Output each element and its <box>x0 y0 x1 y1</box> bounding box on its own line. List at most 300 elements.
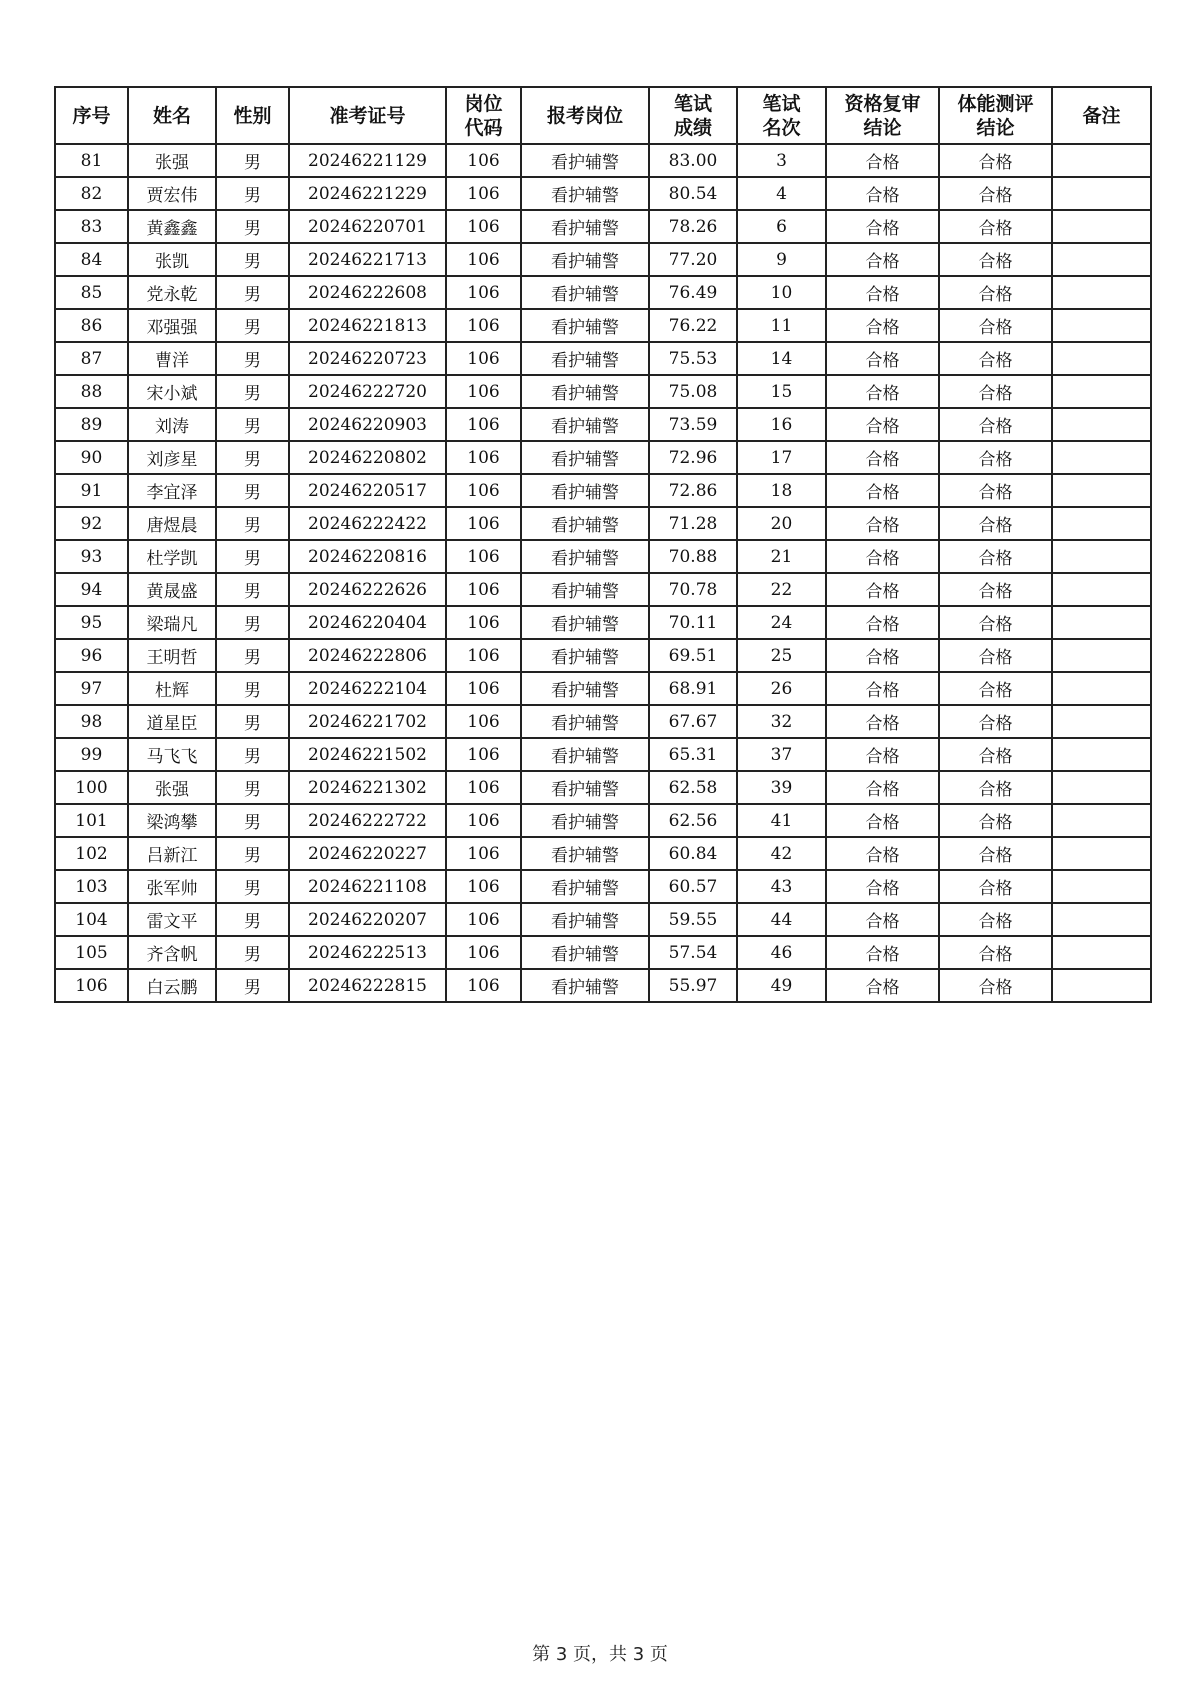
cell-remarks <box>1052 408 1151 441</box>
cell-seq: 86 <box>55 309 128 342</box>
table-row <box>55 408 1151 441</box>
cell-post: 看护辅警 <box>521 903 649 936</box>
cell-remarks <box>1052 507 1151 540</box>
cell-name: 张强 <box>128 771 216 804</box>
cell-rank: 9 <box>737 243 826 276</box>
table-row <box>55 870 1151 903</box>
cell-name: 梁鸿攀 <box>128 804 216 837</box>
cell-post: 看护辅警 <box>521 639 649 672</box>
cell-remarks <box>1052 837 1151 870</box>
cell-fitness-test: 合格 <box>939 540 1052 573</box>
cell-post: 看护辅警 <box>521 969 649 1002</box>
cell-fitness-test: 合格 <box>939 276 1052 309</box>
cell-gender: 男 <box>216 804 289 837</box>
cell-post-code: 106 <box>446 903 521 936</box>
table-row <box>55 276 1151 309</box>
cell-post: 看护辅警 <box>521 474 649 507</box>
cell-fitness-test: 合格 <box>939 309 1052 342</box>
cell-gender: 男 <box>216 441 289 474</box>
cell-fitness-test: 合格 <box>939 738 1052 771</box>
cell-exam-id: 20246222806 <box>289 639 446 672</box>
cell-fitness-test: 合格 <box>939 474 1052 507</box>
cell-post-code: 106 <box>446 375 521 408</box>
cell-seq: 87 <box>55 342 128 375</box>
cell-post-code: 106 <box>446 936 521 969</box>
table-row <box>55 210 1151 243</box>
cell-remarks <box>1052 738 1151 771</box>
table-row <box>55 144 1151 177</box>
cell-post-code: 106 <box>446 705 521 738</box>
cell-gender: 男 <box>216 639 289 672</box>
cell-name: 宋小斌 <box>128 375 216 408</box>
cell-seq: 94 <box>55 573 128 606</box>
cell-post-code: 106 <box>446 804 521 837</box>
cell-post-code: 106 <box>446 210 521 243</box>
cell-name: 雷文平 <box>128 903 216 936</box>
cell-seq: 99 <box>55 738 128 771</box>
cell-exam-id: 20246222422 <box>289 507 446 540</box>
table-header-row <box>55 87 1151 144</box>
cell-post: 看护辅警 <box>521 870 649 903</box>
table-row <box>55 771 1151 804</box>
cell-rank: 46 <box>737 936 826 969</box>
cell-rank: 42 <box>737 837 826 870</box>
cell-score: 77.20 <box>649 243 737 276</box>
cell-score: 68.91 <box>649 672 737 705</box>
table-row <box>55 903 1151 936</box>
cell-rank: 43 <box>737 870 826 903</box>
cell-name: 张凯 <box>128 243 216 276</box>
cell-seq: 92 <box>55 507 128 540</box>
cell-seq: 97 <box>55 672 128 705</box>
cell-rank: 25 <box>737 639 826 672</box>
cell-qualification-review: 合格 <box>826 441 939 474</box>
cell-remarks <box>1052 243 1151 276</box>
cell-seq: 93 <box>55 540 128 573</box>
cell-exam-id: 20246220903 <box>289 408 446 441</box>
cell-post-code: 106 <box>446 309 521 342</box>
table-row <box>55 441 1151 474</box>
cell-remarks <box>1052 375 1151 408</box>
table-row <box>55 177 1151 210</box>
page-number: 第 3 页，共 3 页 <box>532 1644 668 1665</box>
cell-name: 白云鹏 <box>128 969 216 1002</box>
cell-post: 看护辅警 <box>521 144 649 177</box>
results-sheet <box>54 86 1150 1003</box>
cell-post-code: 106 <box>446 573 521 606</box>
cell-exam-id: 20246220723 <box>289 342 446 375</box>
cell-post: 看护辅警 <box>521 276 649 309</box>
cell-qualification-review: 合格 <box>826 672 939 705</box>
cell-score: 55.97 <box>649 969 737 1002</box>
cell-post: 看护辅警 <box>521 210 649 243</box>
cell-post-code: 106 <box>446 408 521 441</box>
cell-seq: 102 <box>55 837 128 870</box>
cell-seq: 89 <box>55 408 128 441</box>
cell-seq: 98 <box>55 705 128 738</box>
cell-qualification-review: 合格 <box>826 243 939 276</box>
cell-qualification-review: 合格 <box>826 771 939 804</box>
cell-remarks <box>1052 639 1151 672</box>
cell-qualification-review: 合格 <box>826 936 939 969</box>
cell-name: 道星臣 <box>128 705 216 738</box>
cell-name: 刘彦星 <box>128 441 216 474</box>
cell-qualification-review: 合格 <box>826 738 939 771</box>
cell-gender: 男 <box>216 672 289 705</box>
cell-qualification-review: 合格 <box>826 375 939 408</box>
table-row <box>55 309 1151 342</box>
cell-fitness-test: 合格 <box>939 210 1052 243</box>
cell-score: 70.11 <box>649 606 737 639</box>
cell-post: 看护辅警 <box>521 177 649 210</box>
cell-score: 73.59 <box>649 408 737 441</box>
cell-remarks <box>1052 969 1151 1002</box>
cell-post: 看护辅警 <box>521 771 649 804</box>
cell-score: 76.49 <box>649 276 737 309</box>
cell-remarks <box>1052 804 1151 837</box>
header-exam-id: 准考证号 <box>289 87 446 144</box>
table-row <box>55 243 1151 276</box>
header-fitness-test: 体能测评 结论 <box>939 87 1052 144</box>
cell-remarks <box>1052 309 1151 342</box>
cell-remarks <box>1052 771 1151 804</box>
table-row <box>55 474 1151 507</box>
cell-rank: 20 <box>737 507 826 540</box>
cell-score: 76.22 <box>649 309 737 342</box>
cell-score: 60.57 <box>649 870 737 903</box>
cell-qualification-review: 合格 <box>826 903 939 936</box>
cell-post-code: 106 <box>446 738 521 771</box>
cell-exam-id: 20246220404 <box>289 606 446 639</box>
cell-qualification-review: 合格 <box>826 276 939 309</box>
header-seq: 序号 <box>55 87 128 144</box>
cell-qualification-review: 合格 <box>826 969 939 1002</box>
cell-seq: 88 <box>55 375 128 408</box>
cell-remarks <box>1052 573 1151 606</box>
cell-gender: 男 <box>216 408 289 441</box>
cell-rank: 22 <box>737 573 826 606</box>
cell-remarks <box>1052 540 1151 573</box>
cell-gender: 男 <box>216 738 289 771</box>
cell-remarks <box>1052 936 1151 969</box>
cell-name: 吕新江 <box>128 837 216 870</box>
cell-name: 黄晟盛 <box>128 573 216 606</box>
cell-fitness-test: 合格 <box>939 375 1052 408</box>
cell-fitness-test: 合格 <box>939 705 1052 738</box>
cell-gender: 男 <box>216 969 289 1002</box>
table-row <box>55 804 1151 837</box>
cell-name: 党永乾 <box>128 276 216 309</box>
cell-post: 看护辅警 <box>521 243 649 276</box>
cell-name: 唐煜晨 <box>128 507 216 540</box>
cell-rank: 32 <box>737 705 826 738</box>
cell-post: 看护辅警 <box>521 441 649 474</box>
cell-rank: 6 <box>737 210 826 243</box>
cell-fitness-test: 合格 <box>939 837 1052 870</box>
cell-post-code: 106 <box>446 177 521 210</box>
cell-post: 看护辅警 <box>521 507 649 540</box>
cell-qualification-review: 合格 <box>826 804 939 837</box>
cell-remarks <box>1052 705 1151 738</box>
cell-post-code: 106 <box>446 837 521 870</box>
cell-gender: 男 <box>216 606 289 639</box>
cell-fitness-test: 合格 <box>939 573 1052 606</box>
cell-score: 65.31 <box>649 738 737 771</box>
cell-post: 看护辅警 <box>521 606 649 639</box>
cell-name: 王明哲 <box>128 639 216 672</box>
cell-qualification-review: 合格 <box>826 573 939 606</box>
cell-post-code: 106 <box>446 507 521 540</box>
cell-gender: 男 <box>216 210 289 243</box>
cell-rank: 18 <box>737 474 826 507</box>
cell-exam-id: 20246220207 <box>289 903 446 936</box>
cell-post-code: 106 <box>446 474 521 507</box>
cell-fitness-test: 合格 <box>939 144 1052 177</box>
cell-remarks <box>1052 672 1151 705</box>
cell-name: 贾宏伟 <box>128 177 216 210</box>
cell-remarks <box>1052 441 1151 474</box>
cell-score: 60.84 <box>649 837 737 870</box>
cell-post: 看护辅警 <box>521 375 649 408</box>
cell-gender: 男 <box>216 771 289 804</box>
cell-gender: 男 <box>216 309 289 342</box>
cell-post-code: 106 <box>446 144 521 177</box>
cell-post: 看护辅警 <box>521 672 649 705</box>
cell-rank: 26 <box>737 672 826 705</box>
cell-name: 齐含帆 <box>128 936 216 969</box>
cell-score: 78.26 <box>649 210 737 243</box>
cell-post: 看护辅警 <box>521 342 649 375</box>
cell-post: 看护辅警 <box>521 804 649 837</box>
cell-qualification-review: 合格 <box>826 507 939 540</box>
table-row <box>55 375 1151 408</box>
cell-rank: 24 <box>737 606 826 639</box>
cell-remarks <box>1052 474 1151 507</box>
cell-score: 57.54 <box>649 936 737 969</box>
table-row <box>55 507 1151 540</box>
cell-score: 62.56 <box>649 804 737 837</box>
cell-fitness-test: 合格 <box>939 639 1052 672</box>
cell-gender: 男 <box>216 474 289 507</box>
cell-seq: 81 <box>55 144 128 177</box>
cell-fitness-test: 合格 <box>939 408 1052 441</box>
table-row <box>55 639 1151 672</box>
cell-qualification-review: 合格 <box>826 870 939 903</box>
cell-qualification-review: 合格 <box>826 144 939 177</box>
cell-gender: 男 <box>216 375 289 408</box>
header-name: 姓名 <box>128 87 216 144</box>
cell-post-code: 106 <box>446 969 521 1002</box>
cell-remarks <box>1052 177 1151 210</box>
cell-exam-id: 20246221229 <box>289 177 446 210</box>
header-qualification-review: 资格复审 结论 <box>826 87 939 144</box>
cell-gender: 男 <box>216 540 289 573</box>
header-post: 报考岗位 <box>521 87 649 144</box>
table-row <box>55 606 1151 639</box>
cell-rank: 16 <box>737 408 826 441</box>
cell-rank: 15 <box>737 375 826 408</box>
cell-exam-id: 20246220517 <box>289 474 446 507</box>
cell-fitness-test: 合格 <box>939 936 1052 969</box>
cell-post: 看护辅警 <box>521 705 649 738</box>
cell-rank: 21 <box>737 540 826 573</box>
table-row <box>55 837 1151 870</box>
cell-seq: 84 <box>55 243 128 276</box>
results-table <box>54 86 1152 1003</box>
header-remarks: 备注 <box>1052 87 1151 144</box>
cell-post: 看护辅警 <box>521 408 649 441</box>
cell-fitness-test: 合格 <box>939 870 1052 903</box>
cell-seq: 96 <box>55 639 128 672</box>
cell-gender: 男 <box>216 837 289 870</box>
cell-gender: 男 <box>216 243 289 276</box>
cell-fitness-test: 合格 <box>939 672 1052 705</box>
cell-exam-id: 20246222513 <box>289 936 446 969</box>
cell-remarks <box>1052 276 1151 309</box>
cell-score: 71.28 <box>649 507 737 540</box>
cell-fitness-test: 合格 <box>939 903 1052 936</box>
cell-gender: 男 <box>216 705 289 738</box>
cell-post-code: 106 <box>446 606 521 639</box>
cell-post-code: 106 <box>446 672 521 705</box>
cell-gender: 男 <box>216 507 289 540</box>
cell-fitness-test: 合格 <box>939 507 1052 540</box>
table-row <box>55 969 1151 1002</box>
cell-rank: 37 <box>737 738 826 771</box>
cell-score: 70.78 <box>649 573 737 606</box>
cell-exam-id: 20246221302 <box>289 771 446 804</box>
cell-seq: 82 <box>55 177 128 210</box>
table-row <box>55 540 1151 573</box>
cell-qualification-review: 合格 <box>826 342 939 375</box>
cell-gender: 男 <box>216 936 289 969</box>
cell-seq: 100 <box>55 771 128 804</box>
cell-qualification-review: 合格 <box>826 705 939 738</box>
cell-gender: 男 <box>216 177 289 210</box>
cell-remarks <box>1052 870 1151 903</box>
cell-rank: 11 <box>737 309 826 342</box>
cell-rank: 3 <box>737 144 826 177</box>
cell-post-code: 106 <box>446 771 521 804</box>
cell-fitness-test: 合格 <box>939 243 1052 276</box>
cell-exam-id: 20246221813 <box>289 309 446 342</box>
cell-score: 67.67 <box>649 705 737 738</box>
cell-exam-id: 20246221702 <box>289 705 446 738</box>
table-body <box>55 144 1151 1002</box>
cell-post-code: 106 <box>446 342 521 375</box>
cell-rank: 41 <box>737 804 826 837</box>
cell-exam-id: 20246221502 <box>289 738 446 771</box>
cell-gender: 男 <box>216 342 289 375</box>
cell-name: 马飞飞 <box>128 738 216 771</box>
cell-post-code: 106 <box>446 870 521 903</box>
cell-post: 看护辅警 <box>521 936 649 969</box>
cell-post-code: 106 <box>446 639 521 672</box>
cell-seq: 90 <box>55 441 128 474</box>
table-row <box>55 342 1151 375</box>
cell-score: 62.58 <box>649 771 737 804</box>
cell-qualification-review: 合格 <box>826 309 939 342</box>
header-rank: 笔试 名次 <box>737 87 826 144</box>
cell-gender: 男 <box>216 276 289 309</box>
cell-name: 张军帅 <box>128 870 216 903</box>
cell-fitness-test: 合格 <box>939 342 1052 375</box>
cell-name: 李宜泽 <box>128 474 216 507</box>
cell-remarks <box>1052 210 1151 243</box>
cell-exam-id: 20246220701 <box>289 210 446 243</box>
cell-name: 邓强强 <box>128 309 216 342</box>
cell-gender: 男 <box>216 870 289 903</box>
cell-qualification-review: 合格 <box>826 606 939 639</box>
cell-exam-id: 20246222720 <box>289 375 446 408</box>
cell-name: 梁瑞凡 <box>128 606 216 639</box>
cell-exam-id: 20246222815 <box>289 969 446 1002</box>
cell-name: 刘涛 <box>128 408 216 441</box>
cell-seq: 101 <box>55 804 128 837</box>
cell-post: 看护辅警 <box>521 540 649 573</box>
cell-fitness-test: 合格 <box>939 606 1052 639</box>
cell-qualification-review: 合格 <box>826 540 939 573</box>
cell-score: 80.54 <box>649 177 737 210</box>
cell-score: 75.08 <box>649 375 737 408</box>
cell-post-code: 106 <box>446 276 521 309</box>
cell-exam-id: 20246220802 <box>289 441 446 474</box>
cell-exam-id: 20246221108 <box>289 870 446 903</box>
cell-qualification-review: 合格 <box>826 210 939 243</box>
cell-score: 69.51 <box>649 639 737 672</box>
cell-exam-id: 20246220227 <box>289 837 446 870</box>
cell-rank: 14 <box>737 342 826 375</box>
header-post-code: 岗位 代码 <box>446 87 521 144</box>
cell-gender: 男 <box>216 144 289 177</box>
cell-rank: 10 <box>737 276 826 309</box>
table-row <box>55 936 1151 969</box>
cell-seq: 104 <box>55 903 128 936</box>
cell-rank: 17 <box>737 441 826 474</box>
cell-qualification-review: 合格 <box>826 474 939 507</box>
cell-score: 70.88 <box>649 540 737 573</box>
cell-seq: 91 <box>55 474 128 507</box>
cell-rank: 4 <box>737 177 826 210</box>
cell-fitness-test: 合格 <box>939 771 1052 804</box>
header-score: 笔试 成绩 <box>649 87 737 144</box>
cell-post: 看护辅警 <box>521 837 649 870</box>
cell-post: 看护辅警 <box>521 738 649 771</box>
cell-exam-id: 20246222608 <box>289 276 446 309</box>
cell-exam-id: 20246220816 <box>289 540 446 573</box>
cell-seq: 103 <box>55 870 128 903</box>
cell-exam-id: 20246221129 <box>289 144 446 177</box>
cell-remarks <box>1052 606 1151 639</box>
cell-gender: 男 <box>216 573 289 606</box>
cell-rank: 49 <box>737 969 826 1002</box>
cell-remarks <box>1052 903 1151 936</box>
cell-seq: 83 <box>55 210 128 243</box>
table-row <box>55 705 1151 738</box>
cell-post: 看护辅警 <box>521 573 649 606</box>
cell-qualification-review: 合格 <box>826 408 939 441</box>
cell-gender: 男 <box>216 903 289 936</box>
header-gender: 性别 <box>216 87 289 144</box>
cell-remarks <box>1052 342 1151 375</box>
cell-score: 75.53 <box>649 342 737 375</box>
cell-seq: 106 <box>55 969 128 1002</box>
table-row <box>55 573 1151 606</box>
cell-name: 黄鑫鑫 <box>128 210 216 243</box>
cell-seq: 85 <box>55 276 128 309</box>
cell-post-code: 106 <box>446 540 521 573</box>
cell-remarks <box>1052 144 1151 177</box>
